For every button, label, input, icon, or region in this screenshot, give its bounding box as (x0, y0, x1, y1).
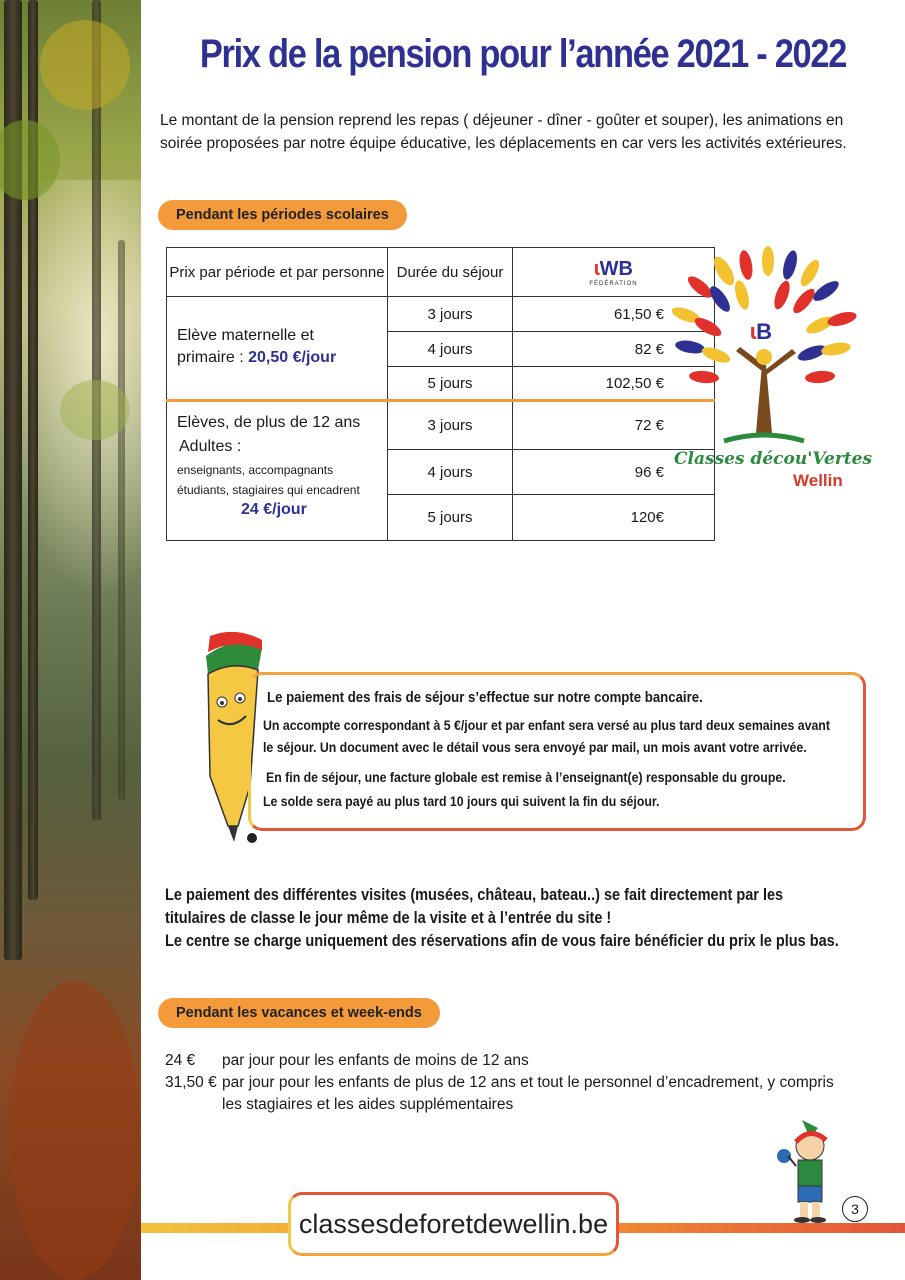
price-cell: 72 € (513, 401, 715, 450)
visits-line2: titulaires de classe le jour même de la visite et à l’entrée du site ! (165, 909, 612, 927)
website-url[interactable]: classesdeforetdewellin.be (288, 1192, 619, 1256)
logo-text-wellin: Wellin (793, 471, 843, 490)
forest-photo (0, 0, 141, 1280)
fwb-mark: WB (599, 257, 633, 280)
price-cell: 82 € (513, 332, 715, 367)
price-cell: 61,50 € (513, 297, 715, 332)
visits-line3: Le centre se charge uniquement des réservations afin de vous faire bénéficier du prix le plus bas. (165, 932, 839, 950)
group2-line2: Adultes : (179, 438, 242, 455)
duration-cell: 3 jours (388, 297, 513, 332)
holiday-rate-a (165, 1052, 529, 1070)
fwb-caption: FÉDÉRATION (589, 280, 638, 287)
note-line1: Le paiement des frais de séjour s’effectue sur notre compte bancaire. (267, 689, 703, 706)
holiday-a-text: par jour pour les enfants de moins de 12 ans (222, 1052, 529, 1069)
group2-line3: enseignants, accompagnants (177, 463, 334, 477)
payment-note-box (248, 672, 866, 831)
visits-line1: Le paiement des différentes visites (musées, château, bateau..) se fait directement par les (165, 886, 784, 904)
holiday-rate-b (165, 1074, 834, 1092)
holiday-b-text2: les stagiaires et les aides supplémentaires (222, 1096, 514, 1113)
group1-line1: Elève maternelle et (177, 327, 314, 344)
section-school-periods: Pendant les périodes scolaires (158, 200, 407, 230)
duration-cell: 4 jours (388, 332, 513, 367)
group2-price: 24 €/jour (241, 501, 307, 518)
price-cell: 102,50 € (513, 367, 715, 401)
duration-cell: 3 jours (388, 401, 513, 450)
price-cell: 120€ (513, 495, 715, 541)
header-price-col: Prix par période et par personne (167, 248, 388, 297)
duration-cell: 4 jours (388, 450, 513, 495)
group-primary-cell (167, 297, 388, 401)
group2-line1: Elèves, de plus de 12 ans (177, 414, 361, 431)
page-number: 3 (842, 1196, 868, 1222)
note-line2: Un accompte correspondant à 5 €/jour et par enfant sera versé au plus tard deux semaines avant (263, 717, 830, 733)
group2-line4: étudiants, stagiaires qui encadrent (177, 483, 360, 497)
visits-paragraph (165, 884, 839, 953)
fwb-mark-left: ɩ (594, 257, 600, 280)
kid-mascot-icon (770, 1116, 840, 1224)
duration-cell: 5 jours (388, 367, 513, 401)
group1-price: 20,50 €/jour (248, 349, 337, 366)
holiday-b-text: par jour pour les enfants de plus de 12 ans et tout le personnel d’encadrement, y compris (222, 1074, 834, 1091)
duration-cell: 5 jours (388, 495, 513, 541)
page-title: Prix de la pension pour l’année 2021 - 2022 (199, 32, 847, 76)
logo-text-classes: Classes décou'Vertes (674, 449, 873, 469)
tree-logo (664, 243, 860, 453)
note-line5: Le solde sera payé au plus tard 10 jours qui suivent la fin du séjour. (263, 793, 660, 809)
section-holidays: Pendant les vacances et week-ends (158, 998, 440, 1028)
note-line4: En fin de séjour, une facture globale est remise à l’enseignant(e) responsable du groupe. (266, 769, 786, 785)
price-table (166, 247, 715, 541)
note-line3: le séjour. Un document avec le détail vous sera envoyé par mail, un mois avant votre arrivée. (263, 739, 807, 755)
group1-line2: primaire : (177, 349, 249, 366)
intro-paragraph: Le montant de la pension reprend les repas ( déjeuner - dîner - goûter et souper), les animations en soirée proposées par notre équipe éducative, les déplacements en car vers les activités extérieures. (160, 112, 847, 152)
holiday-a-amount: 24 € (165, 1052, 196, 1069)
price-cell: 96 € (513, 450, 715, 495)
holiday-b-amount: 31,50 € (165, 1074, 217, 1091)
svg-text:ɩB: ɩB (750, 319, 773, 344)
header-duration-col: Durée du séjour (388, 248, 513, 297)
group-older-cell (167, 401, 388, 541)
